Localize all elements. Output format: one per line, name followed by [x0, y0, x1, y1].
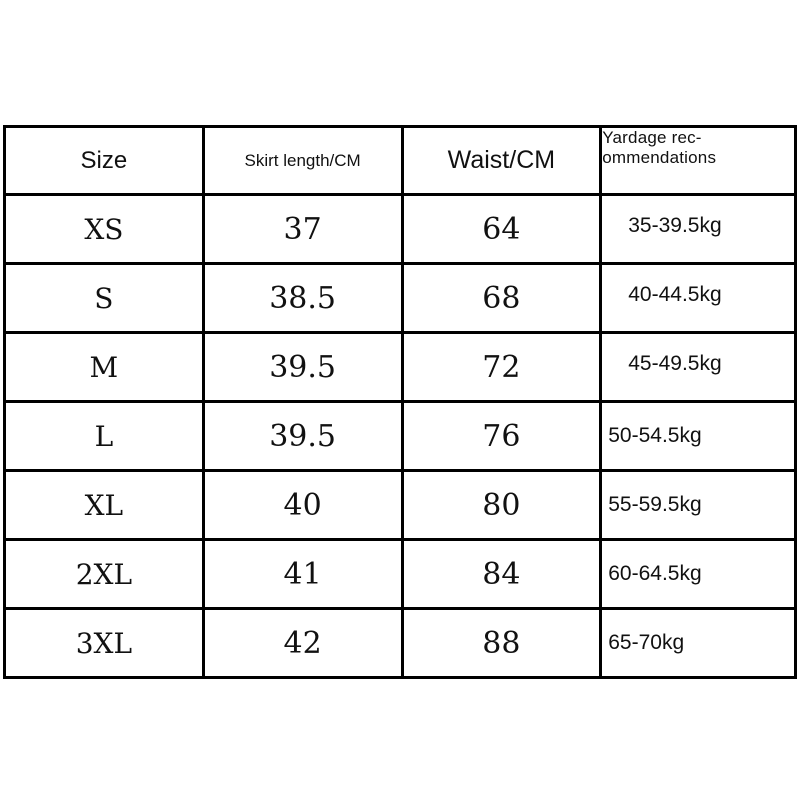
waist-cell: 84 [402, 540, 601, 609]
header-size: Size [5, 127, 204, 195]
waist-cell: 68 [402, 264, 601, 333]
size-cell: XL [5, 471, 204, 540]
size-cell: S [5, 264, 204, 333]
size-cell: L [5, 402, 204, 471]
skirt-length-cell: 37 [203, 195, 402, 264]
weight-cell: 65-70kg [601, 609, 796, 678]
header-waist: Waist/CM [402, 127, 601, 195]
waist-cell: 88 [402, 609, 601, 678]
weight-cell: 55-59.5kg [601, 471, 796, 540]
skirt-length-cell: 39.5 [203, 402, 402, 471]
waist-cell: 64 [402, 195, 601, 264]
table-row [5, 333, 796, 402]
weight-cell: 50-54.5kg [601, 402, 796, 471]
skirt-length-cell: 39.5 [203, 333, 402, 402]
table-row [5, 609, 796, 678]
weight-cell: 60-64.5kg [601, 540, 796, 609]
weight-cell: 35-39.5kg [601, 195, 796, 264]
skirt-length-cell: 42 [203, 609, 402, 678]
waist-cell: 72 [402, 333, 601, 402]
table-header-row [5, 127, 796, 195]
size-cell: 2XL [5, 540, 204, 609]
waist-cell: 76 [402, 402, 601, 471]
weight-cell: 45-49.5kg [601, 333, 796, 402]
size-chart-table [3, 125, 797, 679]
skirt-length-cell: 40 [203, 471, 402, 540]
table-row [5, 195, 796, 264]
skirt-length-cell: 41 [203, 540, 402, 609]
header-skirt-length: Skirt length/CM [203, 127, 402, 195]
header-yardage-recommendations [601, 127, 796, 195]
table-row [5, 264, 796, 333]
weight-cell: 40-44.5kg [601, 264, 796, 333]
table-row [5, 471, 796, 540]
header-yardage-line1: Yardage rec- [602, 128, 702, 147]
size-cell: XS [5, 195, 204, 264]
skirt-length-cell: 38.5 [203, 264, 402, 333]
table-row [5, 402, 796, 471]
size-cell: 3XL [5, 609, 204, 678]
waist-cell: 80 [402, 471, 601, 540]
size-cell: M [5, 333, 204, 402]
header-yardage-line2: ommendations [602, 148, 717, 167]
table-row [5, 540, 796, 609]
